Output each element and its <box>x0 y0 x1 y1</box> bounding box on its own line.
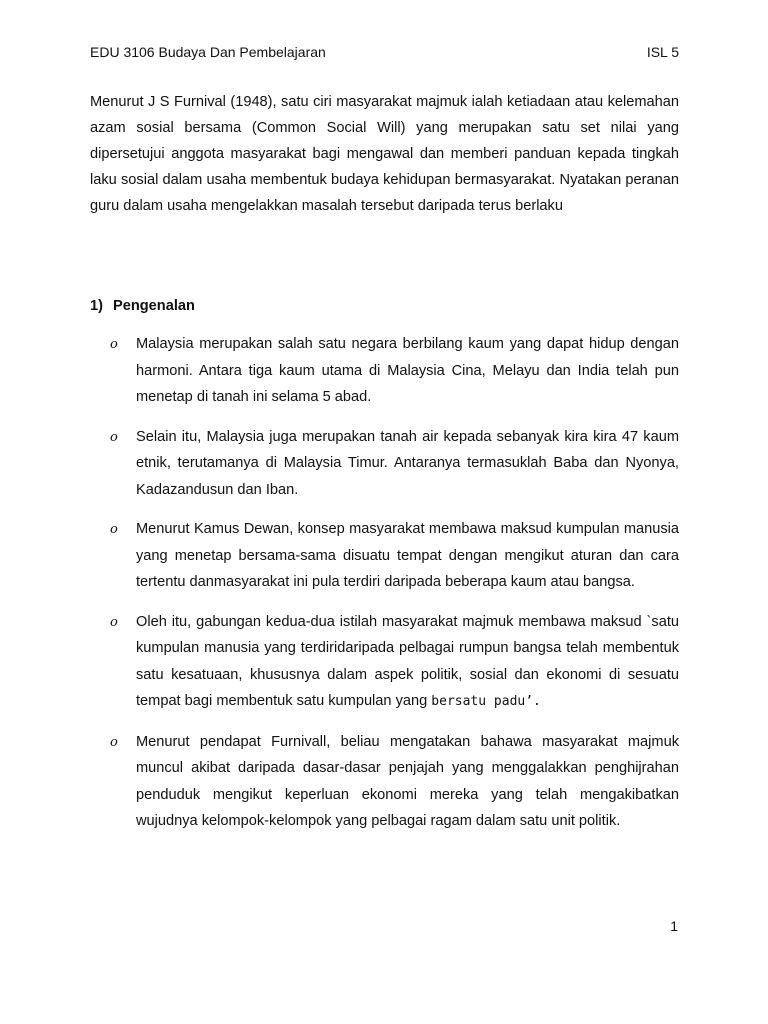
bullet-text: Menurut pendapat Furnivall, beliau mengatakan bahawa masyarakat majmuk muncul akibat daripada dasar-dasar penjajah yang menggalakkan penghijrahan penduduk mengikut keperluan ekonomi mereka yang telah mengakibatkan wujudnya kelompok-kelompok yang pelbagai ragam dalam satu unit politik. <box>136 733 679 829</box>
list-item <box>110 729 679 835</box>
bullet-text: Selain itu, Malaysia juga merupakan tanah air kepada sebanyak kira kira 47 kaum etnik, terutamanya di Malaysia Timur. Antaranya termasuklah Baba dan Nyonya, Kadazandusun dan Iban. <box>136 428 679 498</box>
course-title: EDU 3106 Budaya Dan Pembelajaran <box>90 44 326 60</box>
assignment-code: ISL 5 <box>646 44 679 60</box>
page-number: 1 <box>670 918 678 934</box>
question-paragraph: Menurut J S Furnival (1948), satu ciri masyarakat majmuk ialah ketiadaan atau kelemahan azam sosial bersama (Common Social Will) yang merupakan satu set nilai yang dipersetujui anggota masyarakat bagi mengawal dan memberi panduan kepada tingkah laku sosial dalam usaha membentuk budaya kehidupan bermasyarakat. Nyatakan peranan guru dalam usaha mengelakkan masalah tersebut daripada terus berlaku <box>90 94 679 214</box>
page-header <box>90 44 679 64</box>
bullet-marker-icon: o <box>110 614 118 630</box>
bullet-text: Menurut Kamus Dewan, konsep masyarakat membawa maksud kumpulan manusia yang menetap bersama-sama disuatu tempat dengan mengikut aturan dan cara tertentu danmasyarakat ini pula terdiri daripada beberapa kaum atau bangsa. <box>136 521 679 590</box>
bullet-text: Oleh itu, gabungan kedua-dua istilah masyarakat majmuk membawa maksud `satu kumpulan manusia yang terdiridaripada pelbagai rumpun bangsa telah membentuk satu kesatuaan, khususnya dalam aspek politik, sosial dan ekonomi di sesuatu tempat bagi membentuk satu kumpulan yang <box>136 613 679 709</box>
bullet-text-tail: bersatu padu’. <box>431 694 541 709</box>
section-heading <box>90 295 195 317</box>
list-item <box>110 331 679 411</box>
bullet-list <box>110 331 679 848</box>
section-title: Pengenalan <box>113 298 195 314</box>
list-item <box>110 516 679 596</box>
list-item <box>110 609 679 716</box>
list-item <box>110 424 679 504</box>
section-number: 1) <box>90 298 103 314</box>
bullet-marker-icon: o <box>110 734 118 750</box>
bullet-marker-icon: o <box>110 337 118 352</box>
bullet-marker-icon: o <box>110 522 118 537</box>
bullet-marker-icon: o <box>110 429 118 445</box>
bullet-text: Malaysia merupakan salah satu negara berbilang kaum yang dapat hidup dengan harmoni. Antara tiga kaum utama di Malaysia Cina, Melayu dan India telah pun menetap di tanah ini selama 5 abad. <box>136 336 679 405</box>
